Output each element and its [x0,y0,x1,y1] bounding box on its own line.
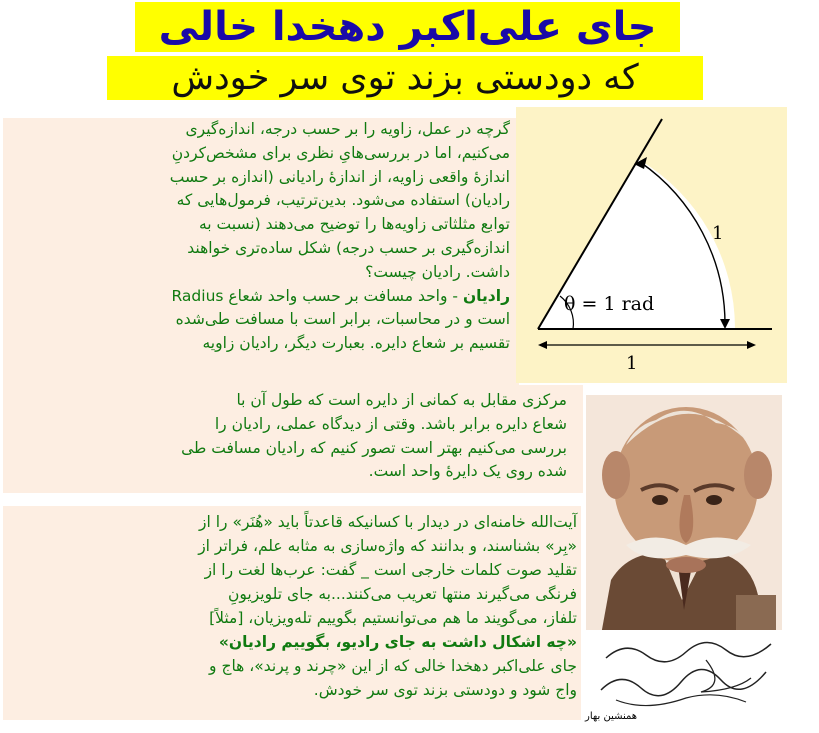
section1-line: می‌کنیم، اما در بررسی‌هایِ نظری برای مشخص‌کردنِ [171,143,510,162]
section1-line: گرچه در عمل، زاویه را بر حسب درجه، اندازه‌گیری [185,120,510,138]
handwriting-signature-panel [586,630,782,716]
section2-line: آیت‌الله خامنه‌ای در دیدار با کسانیکه قاعدتاً باید «هُنَر» را از [199,513,577,531]
dehkhoda-caricature [586,395,782,635]
dimension-arrow-left [538,341,547,349]
dimension-arrow-right [747,341,756,349]
section1-text [12,118,510,356]
section1-line: رادیان) استفاده می‌شود. بدین‌ترتیب، فرمول‌هایی که [176,191,510,210]
section1-line: است و در محاسبات، برابر است با مسافت طی‌شده [175,310,510,329]
section1-line: داشت. رادیان چیست؟ [365,262,510,281]
subtitle: که دودستی بزند توی سر خودش [107,56,703,100]
section1-line: شعاع دایره برابر باشد. وقتی از دیدگاه عملی، رادیان را [214,414,567,433]
base-length-label: 1 [626,353,638,374]
section1-line: مرکزی مقابل به کمانی از دایره است که طول آن با [236,391,567,409]
dehkhoda-caricature-panel [586,395,782,635]
radian-diagram-panel [516,107,787,383]
section2-line: واج شود و دودستی بزند توی سر خودش. [313,681,577,699]
section1-continued-text [12,389,567,484]
arc-length-label: 1 [712,223,724,244]
section1-line: بررسی می‌کنیم بهتر است تصور کنیم که رادیان مسافت طی [181,438,567,457]
section1-line: شده روی یک دایرهٔ واحد است. [368,462,567,481]
section2-line: تلفاز، می‌گویند ما هم می‌توانستیم بگوییم تله‌ویزیان، [مثلاً] [209,609,577,627]
radian-diagram [516,107,787,383]
section2-text [12,510,577,702]
author-signature: همنشین بهار [585,711,638,722]
angle-label: θ = 1 rad [564,293,655,315]
section1-line: اندازه‌گیری بر حسب درجه) شکل ساده‌تری خواهند [187,238,510,257]
section1-line: تقسیم بر شعاع دایره. بعبارت دیگر، رادیان زاویه [202,334,510,353]
section1-line: توابع مثلثاتی زاویه‌ها را توضیح می‌دهند (نسبت به [199,215,510,234]
handwritten-signature [586,630,782,716]
section2-line: «بِر» بشناسند، و بدانند که واژه‌سازی به مثابه علم، فراتر از [198,537,577,555]
section2-line: جای علی‌اکبر دهخدا خالی که از این «چرند و پرند»، هاج و [209,657,577,675]
radian-definition-line [12,285,510,309]
section2-line: تقلید صوت کلمات خارجی است _ گفت: عرب‌ها لغت را از [204,561,577,579]
section2-line: فرنگی می‌گیرند منتها تعریب می‌کنند...به جای تلویزیونِ [228,585,577,603]
main-title: جای علی‌اکبر دهخدا خالی [135,2,680,52]
section2-bold-quote: «چه اشکال داشت به جای رادیو، بگوییم رادیان» [218,633,577,651]
radian-term: رادیان [462,286,510,305]
section1-line: اندازهٔ واقعی زاویه، از اندازهٔ رادیانی (اندازه بر حسب [169,167,510,186]
radian-definition-text: - واحد مسافت بر حسب واحد شعاع Radius [171,286,463,305]
